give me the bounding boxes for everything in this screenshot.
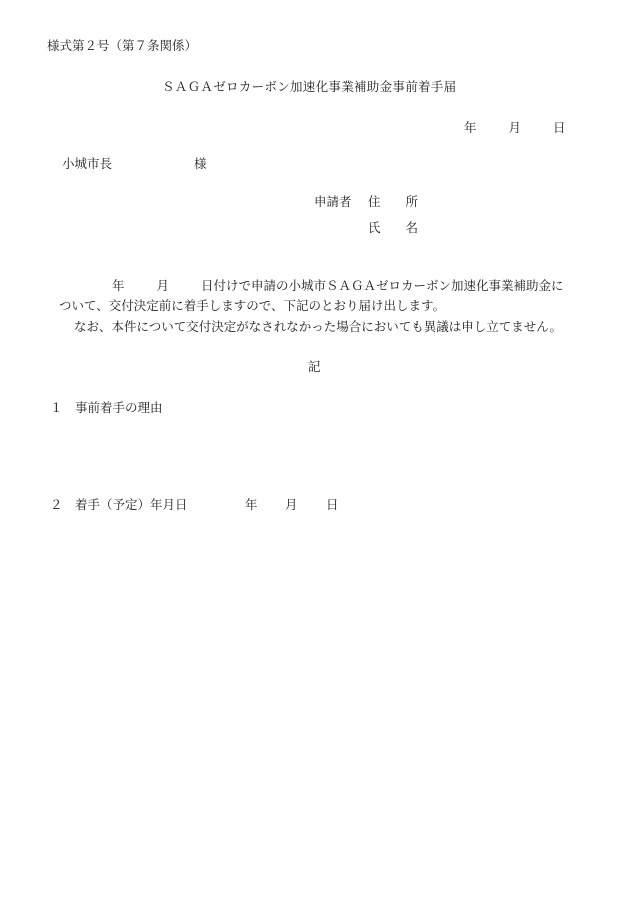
addressee-honorific: 様 [194,156,207,171]
ki-heading: 記 [308,359,321,374]
body-line-2: ついて、交付決定前に着手しますので、下記のとおり届け出します。 [59,298,446,313]
item-2 [50,497,339,512]
body-line1-text: 日付けで申請の小城市ＳＡＧＡゼロカーボン加速化事業補助金に [201,278,564,293]
date-year: 年 [464,120,477,135]
submission-date [464,122,566,135]
date-month: 月 [508,120,522,135]
applicant-label: 申請者 [314,194,352,209]
item-1 [50,400,163,415]
body-year: 年 [112,278,125,293]
body-line-1 [112,280,564,293]
item-2-number: ２ [50,497,63,512]
addressee [62,156,207,171]
item-2-month: 月 [285,497,298,512]
item-2-day: 日 [326,497,339,512]
body-line-3: なお、本件について交付決定がなされなかった場合においても異議は申し立てません。 [74,319,563,334]
item-1-label: 事前着手の理由 [75,400,163,415]
applicant-name-label: 氏 名 [368,220,419,235]
document-title: ＳＡＧＡゼロカーボン加速化事業補助金事前着手届 [162,79,457,94]
form-number: 様式第２号（第７条関係） [47,38,198,53]
item-2-label: 着手（予定）年月日 [75,497,188,512]
item-1-number: １ [50,400,63,415]
item-2-year: 年 [245,497,258,512]
applicant-address-label: 住 所 [368,194,419,209]
date-day: 日 [553,120,566,135]
body-month: 月 [156,278,170,293]
addressee-name: 小城市長 [62,156,113,171]
